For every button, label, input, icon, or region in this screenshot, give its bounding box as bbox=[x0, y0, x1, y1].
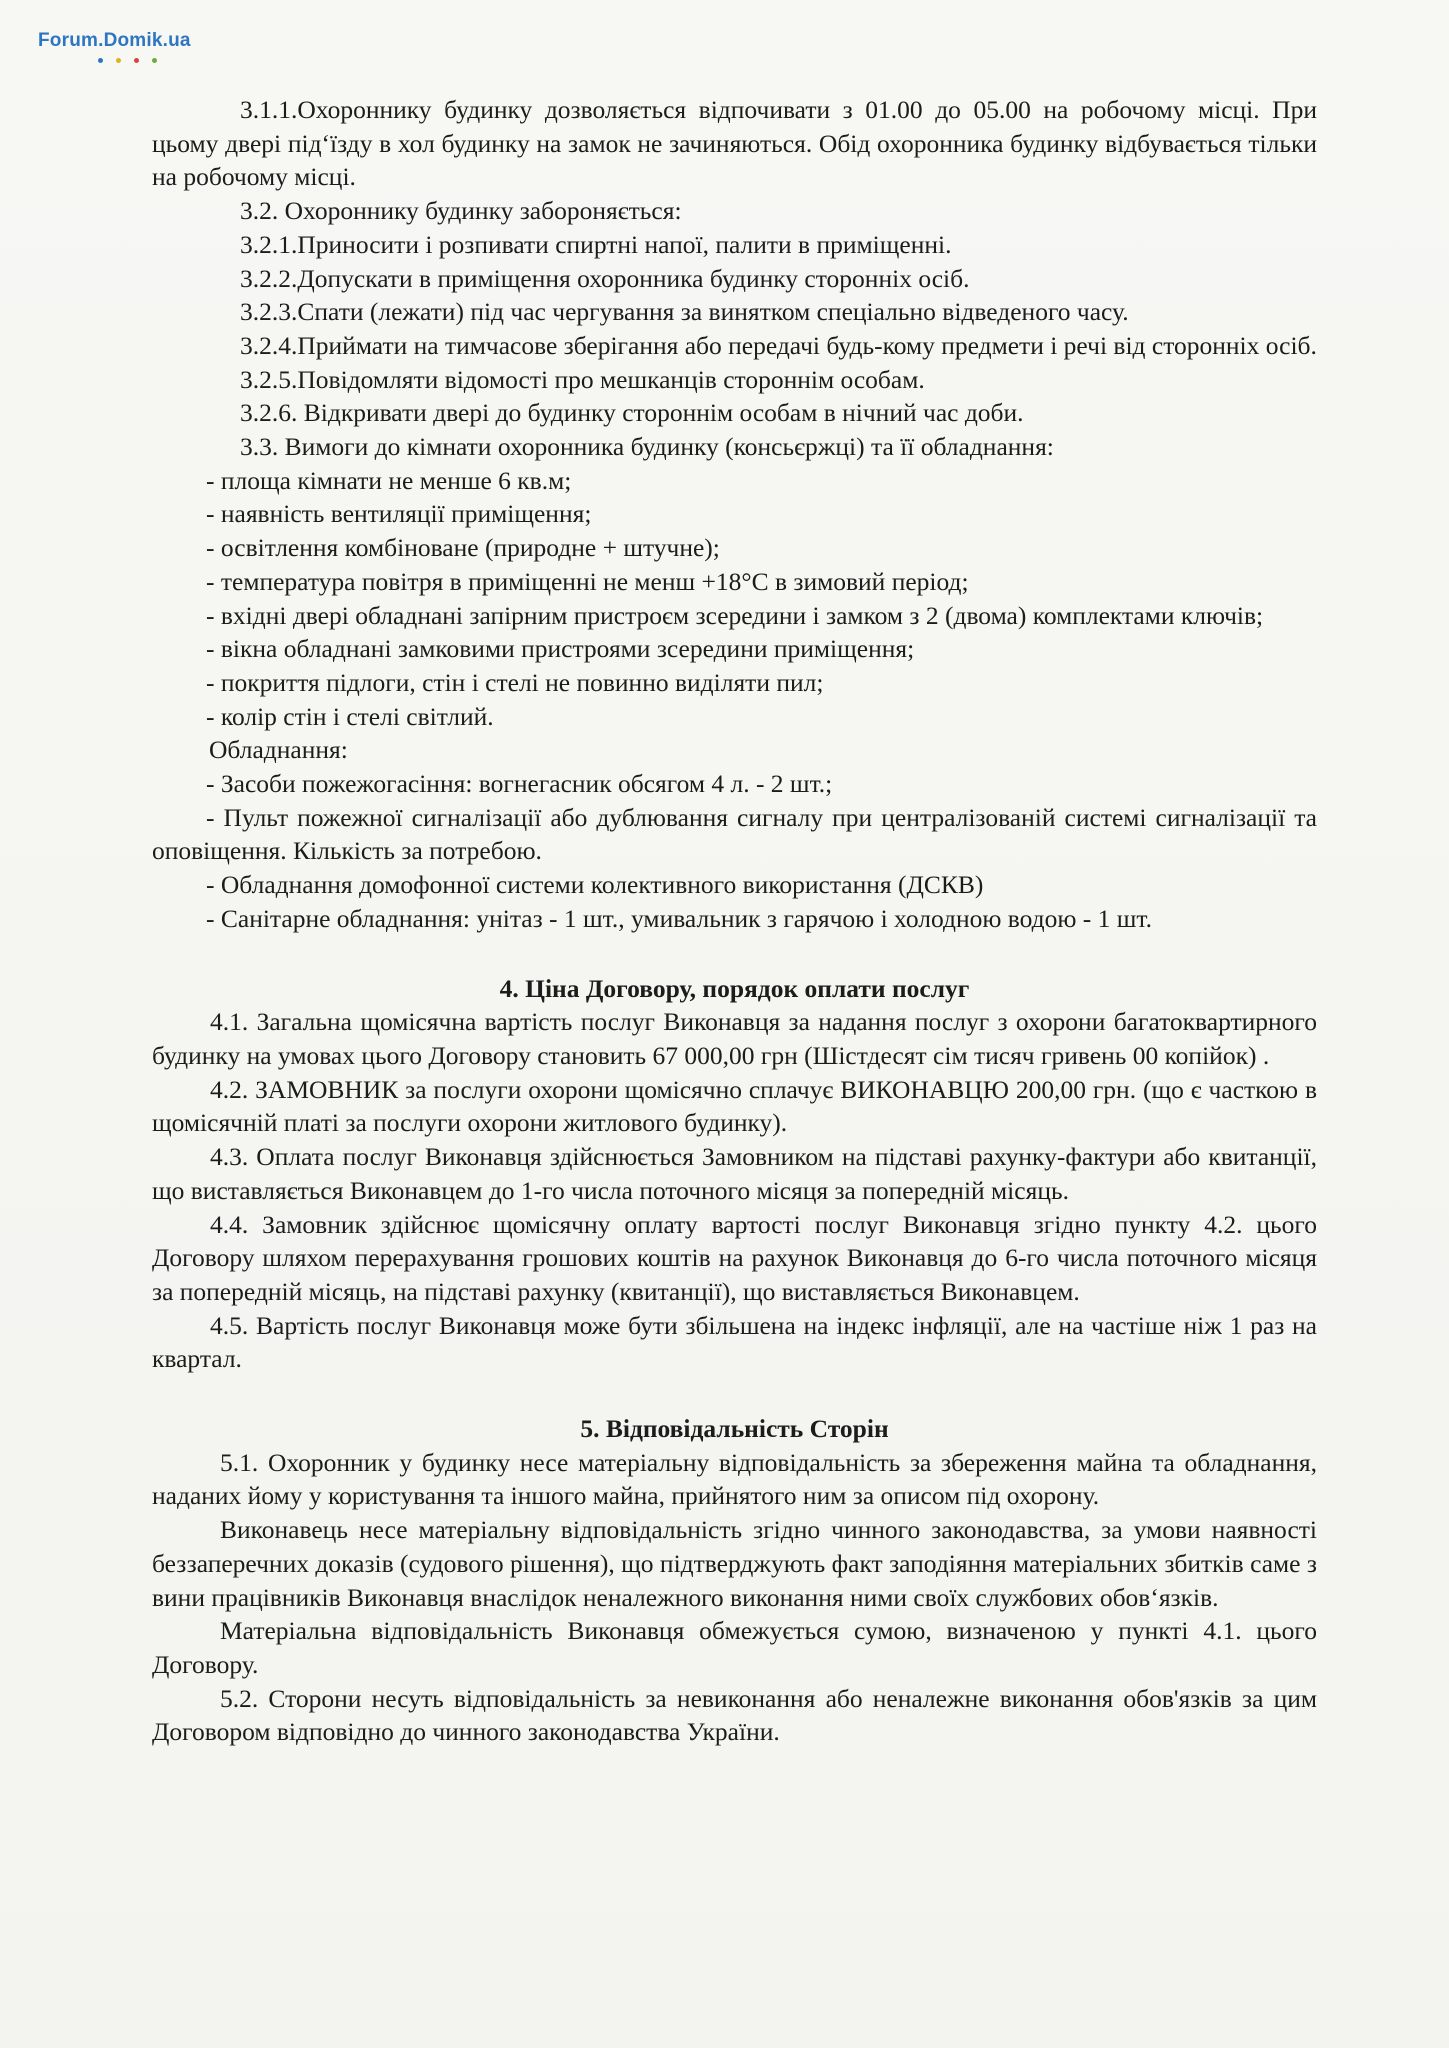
requirement-item: - колір стін і стелі світлий. bbox=[206, 701, 494, 731]
clause-4-3: 4.3. Оплата послуг Виконавця здійснюється Замовником на підставі рахунку-фактури або квитанції, що виставляється Виконавцем до 1-го числа поточного місяця за попередній місяць. bbox=[152, 1142, 1317, 1205]
clause-4-5: 4.5. Вартість послуг Виконавця може бути збільшена на індекс інфляції, але на частіше ніж 1 раз на квартал. bbox=[152, 1310, 1317, 1374]
document-body bbox=[152, 93, 1317, 1749]
requirement-item-door: - вхідні двері обладнані запірним пристроєм зсередини і замком з 2 (двома) комплектами ключів; bbox=[206, 600, 1264, 630]
dot-green bbox=[152, 58, 157, 63]
clause-3-3: 3.3. Вимоги до кімнати охоронника будинку (консьєржці) та її обладнання: bbox=[240, 432, 1054, 462]
clause-3-2: 3.2. Охороннику будинку забороняється: bbox=[240, 196, 682, 226]
section-4-title: 4. Ціна Договору, порядок оплати послуг bbox=[499, 973, 970, 1003]
watermark-text: Forum.Domik.ua bbox=[38, 30, 191, 51]
requirement-item: - наявність вентиляції приміщення; bbox=[206, 499, 592, 529]
requirement-item: - вікна обладнані замковими пристроями зсередини приміщення; bbox=[206, 634, 915, 664]
clause-3-2-6: 3.2.6. Відкривати двері до будинку стороннім особам в нічний час доби. bbox=[240, 398, 1024, 428]
watermark-dots bbox=[98, 58, 178, 66]
requirement-item: - площа кімнати не менше 6 кв.м; bbox=[206, 465, 572, 495]
clause-5-1: 5.1. Охоронник у будинку несе матеріальну відповідальність за збереження майна та обладнання, наданих йому у користування та іншого майна, прийнятого ним за описом під охорону. bbox=[152, 1447, 1317, 1511]
spacer bbox=[152, 936, 1317, 955]
clause-3-2-2: 3.2.2.Допускати в приміщення охоронника будинку сторонніх осіб. bbox=[240, 263, 970, 293]
clause-3-1-1: 3.1.1.Охороннику будинку дозволяється відпочивати з 01.00 до 05.00 на робочому місці. При цьому двері під‘їзду в хол будинку на замок не зачиняються. Обід охоронника будинку відбувається тільки на робочому місці. bbox=[152, 95, 1317, 192]
clause-3-2-4: 3.2.4.Приймати на тимчасове зберігання або передачі будь-кому предмети і речі від сторонніх осіб. bbox=[240, 330, 1317, 360]
section-5-title: 5. Відповідальність Сторін bbox=[580, 1414, 889, 1444]
dot-yellow bbox=[116, 58, 121, 63]
requirement-item: - покриття підлоги, стін і стелі не повинно виділяти пил; bbox=[206, 667, 824, 697]
clause-3-2-5: 3.2.5.Повідомляти відомості про мешканців стороннім особам. bbox=[240, 364, 925, 394]
clause-4-4: 4.4. Замовник здійснює щомісячну оплату вартості послуг Виконавця згідно пункту 4.2. цього Договору шляхом перерахування грошових коштів на рахунок Виконавця до 6-го числа поточного місяця за попередній місяць, на підставі рахунку (квитанції), що виставляється Виконавцем. bbox=[152, 1209, 1317, 1306]
equipment-item: - Пульт пожежної сигналізації або дублювання сигналу при централізованій системі сигналізації та оповіщення. Кількість за потребою. bbox=[152, 802, 1317, 866]
watermark-logo bbox=[38, 30, 191, 52]
requirement-item: - освітлення комбіноване (природне + штучне); bbox=[206, 533, 720, 563]
clause-3-2-1: 3.2.1.Приносити і розпивати спиртні напої, палити в приміщенні. bbox=[240, 229, 952, 259]
clause-5-2: 5.2. Сторони несуть відповідальність за невиконання або неналежне виконання обов'язків за цим Договором відповідно до чинного законодавства України. bbox=[152, 1683, 1317, 1747]
equipment-title: Обладнання: bbox=[209, 735, 348, 765]
clause-5-1-c: Матеріальна відповідальність Виконавця обмежується сумою, визначеною у пункті 4.1. цього Договору. bbox=[152, 1616, 1317, 1679]
clause-4-2: 4.2. ЗАМОВНИК за послуги охорони щомісячно сплачує ВИКОНАВЦЮ 200,00 грн. (що є часткою в щомісячній платі за послуги охорони житлового будинку). bbox=[152, 1074, 1317, 1138]
clause-5-1-b: Виконавець несе матеріальну відповідальність згідно чинного законодавства, за умови наявності беззаперечних доказів (судового рішення), що підтверджують факт заподіяння матеріальних збитків саме з вини працівників Виконавця внаслідок неналежного виконання ними своїх службових обов‘язків. bbox=[152, 1515, 1317, 1612]
equipment-item: - Санітарне обладнання: унітаз - 1 шт., умивальник з гарячою і холодною водою - 1 шт. bbox=[206, 903, 1153, 933]
clause-4-1: 4.1. Загальна щомісячна вартість послуг Виконавця за надання послуг з охорони багатоквартирного будинку на умовах цього Договору становить 67 000,00 грн (Шістдесят сім тисяч гривень 00 копійок) . bbox=[152, 1007, 1317, 1070]
equipment-item: - Обладнання домофонної системи колективного використання (ДСКВ) bbox=[206, 870, 984, 900]
clause-3-2-3: 3.2.3.Спати (лежати) під час чергування за винятком спеціально відведеного часу. bbox=[240, 297, 1129, 327]
equipment-item: - Засоби пожежогасіння: вогнегасник обсягом 4 л. - 2 шт.; bbox=[206, 769, 833, 799]
dot-red bbox=[134, 58, 139, 63]
dot-blue bbox=[98, 58, 103, 63]
requirement-item: - температура повітря в приміщенні не менш +18°С в зимовий період; bbox=[206, 566, 969, 596]
spacer bbox=[152, 1376, 1317, 1395]
